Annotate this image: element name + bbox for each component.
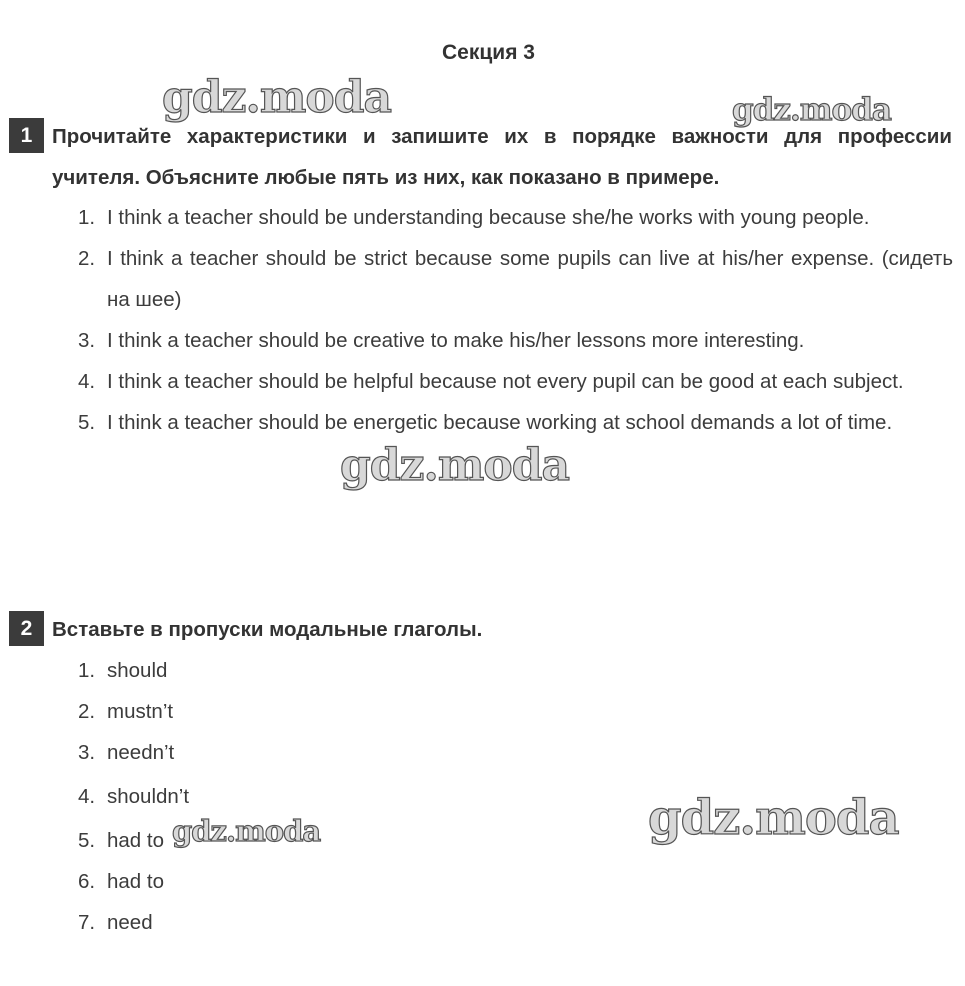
list-item: 2. mustn’t: [78, 700, 174, 723]
section-title: Секция 3: [442, 41, 535, 64]
list-item: 6. had to: [78, 870, 164, 893]
watermark: gdz.moda: [172, 814, 321, 848]
list-item: 5. I think a teacher should be energetic because working at school demands a lot of time.: [78, 411, 893, 434]
watermark: gdz.moda: [732, 92, 891, 128]
list-item: 7. need: [78, 911, 153, 934]
watermark: gdz.moda: [648, 790, 899, 846]
watermark: gdz.moda: [162, 72, 392, 123]
list-item: 2. I think a teacher should be strict because some pupils can live at his/her expense. (сидеть на шее): [78, 247, 953, 311]
task-1-number: 1: [9, 118, 44, 153]
list-item: 3. I think a teacher should be creative to make his/her lessons more interesting.: [78, 329, 805, 352]
task-2-number: 2: [9, 611, 44, 646]
list-item: 5. had to: [78, 829, 164, 852]
list-item: 3. needn’t: [78, 741, 175, 764]
list-item: 4. shouldn’t: [78, 785, 190, 808]
task-1-answer-list: [78, 197, 953, 443]
task-2-instruction: Вставьте в пропуски модальные глаголы.: [52, 618, 483, 641]
list-item: 4. I think a teacher should be helpful because not every pupil can be good at each subject.: [78, 370, 904, 393]
list-item: 1. should: [78, 659, 168, 682]
list-item: 1. I think a teacher should be understanding because she/he works with young people.: [78, 206, 870, 229]
watermark: gdz.moda: [340, 440, 570, 491]
task-1-instruction: Прочитайте характеристики и запишите их в порядке важности для профессии учителя. Объясните любые пять из них, как показано в примере.: [52, 125, 952, 189]
